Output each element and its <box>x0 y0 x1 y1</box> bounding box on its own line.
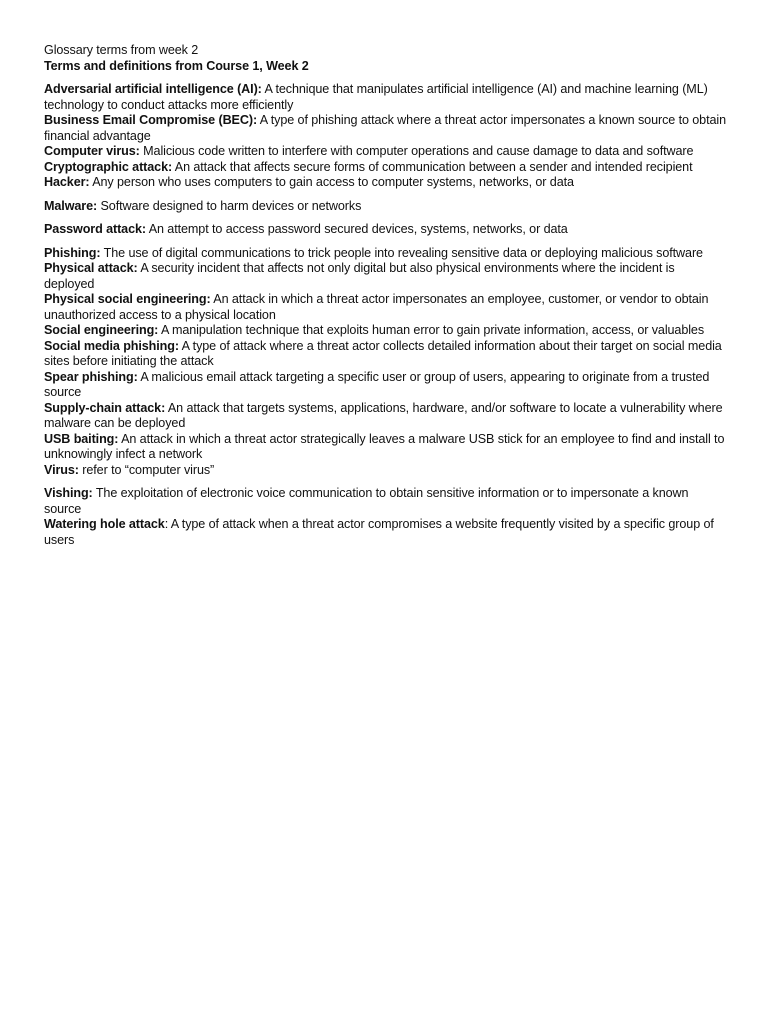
glossary-definition: A security incident that affects not only digital but also physical environments where the incident is deployed <box>44 261 675 291</box>
glossary-term: Phishing: <box>44 245 101 260</box>
glossary-term: Computer virus: <box>44 144 140 158</box>
document-subtitle: Terms and definitions from Course 1, Week 2 <box>44 58 309 73</box>
glossary-entry <box>44 160 728 176</box>
glossary-entry <box>44 463 728 479</box>
glossary-entry <box>44 199 728 215</box>
glossary-term: Social engineering: <box>44 323 159 337</box>
glossary-definition: A technique that manipulates artificial intelligence (AI) and machine learning (ML) technology to conduct attacks more efficiently <box>44 82 708 112</box>
glossary-term: Business Email Compromise (BEC): <box>44 113 258 127</box>
glossary-definition: refer to “computer virus” <box>78 462 215 477</box>
glossary-term: Watering hole attack <box>44 517 165 531</box>
glossary-list <box>44 82 728 548</box>
glossary-entry <box>44 144 728 160</box>
glossary-entry <box>44 486 728 517</box>
glossary-term: USB baiting: <box>44 431 119 446</box>
glossary-entry <box>44 339 728 370</box>
glossary-definition: An attempt to access password secured devices, systems, networks, or data <box>146 222 568 236</box>
glossary-definition: Any person who uses computers to gain access to computer systems, networks, or data <box>89 175 574 189</box>
glossary-definition: A manipulation technique that exploits human error to gain private information, access, or valuables <box>158 323 705 337</box>
glossary-term: Virus: <box>44 462 79 477</box>
document-title: Glossary terms from week 2 <box>44 43 199 57</box>
glossary-term: Physical social engineering: <box>44 292 211 306</box>
glossary-term: Vishing: <box>44 486 93 500</box>
glossary-definition: The use of digital communications to trick people into revealing sensitive data or deploying malicious software <box>100 245 703 260</box>
glossary-document <box>44 43 728 548</box>
glossary-entry <box>44 261 728 292</box>
glossary-entry <box>44 113 728 144</box>
glossary-entry <box>44 517 728 548</box>
glossary-definition: A type of phishing attack where a threat actor impersonates a known source to obtain financial advantage <box>44 113 726 143</box>
glossary-term: Spear phishing: <box>44 369 138 384</box>
glossary-definition: : A type of attack when a threat actor compromises a website frequently visited by a specific group of users <box>44 517 714 547</box>
glossary-term: Hacker: <box>44 175 90 189</box>
glossary-term: Social media phishing: <box>44 338 179 353</box>
glossary-entry <box>44 222 728 238</box>
glossary-term: Cryptographic attack: <box>44 159 173 174</box>
glossary-term: Password attack: <box>44 222 146 236</box>
glossary-entry <box>44 432 728 463</box>
glossary-entry <box>44 370 728 401</box>
glossary-definition: A type of attack where a threat actor collects detailed information about their target on social media sites before initiating the attack <box>44 338 722 368</box>
glossary-definition: Software designed to harm devices or networks <box>97 198 362 213</box>
glossary-definition: Malicious code written to interfere with computer operations and cause damage to data and software <box>139 144 694 158</box>
glossary-definition: An attack in which a threat actor impersonates an employee, customer, or vendor to obtain unauthorized access to a physical location <box>44 292 709 322</box>
glossary-term: Physical attack: <box>44 261 138 275</box>
glossary-definition: A malicious email attack targeting a specific user or group of users, appearing to originate from a trusted source <box>44 369 710 399</box>
glossary-definition: An attack that affects secure forms of communication between a sender and intended recipient <box>172 159 693 174</box>
glossary-entry <box>44 175 728 191</box>
glossary-definition: The exploitation of electronic voice communication to obtain sensitive information or to impersonate a known source <box>44 486 689 516</box>
glossary-entry <box>44 323 728 339</box>
glossary-term: Malware: <box>44 198 98 213</box>
glossary-entry <box>44 82 728 113</box>
glossary-term: Adversarial artificial intelligence (AI): <box>44 82 262 96</box>
glossary-entry <box>44 246 728 262</box>
glossary-entry <box>44 401 728 432</box>
glossary-definition: An attack that targets systems, applications, hardware, and/or software to locate a vulnerability where malware can be deployed <box>44 400 723 430</box>
glossary-entry <box>44 292 728 323</box>
glossary-definition: An attack in which a threat actor strategically leaves a malware USB stick for an employee to find and install to unknowingly infect a network <box>44 431 725 461</box>
glossary-term: Supply-chain attack: <box>44 400 166 415</box>
